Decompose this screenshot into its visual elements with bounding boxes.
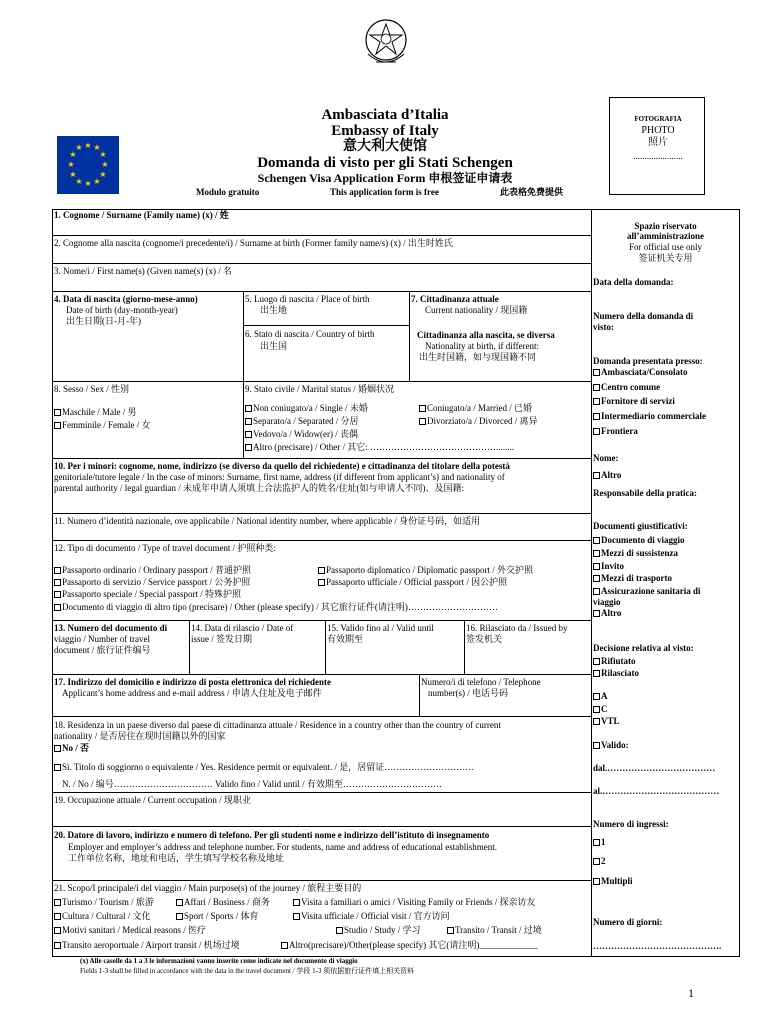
checkbox-icon[interactable]: [54, 764, 61, 771]
purpose-family-option[interactable]: [293, 897, 535, 908]
purpose-cultural-option[interactable]: [54, 911, 151, 922]
purpose-transit-option[interactable]: [447, 925, 542, 936]
purpose-transit-label: Transito / Transit / 过境: [455, 925, 542, 935]
checkbox-icon[interactable]: [54, 422, 61, 429]
checkbox-icon[interactable]: [245, 431, 252, 438]
side-opt-embassy[interactable]: [593, 367, 688, 378]
field-place-of-birth-label: 5. Luogo di nascita / Place of birth: [245, 294, 370, 304]
side-entries: Numero di ingressi:: [593, 819, 669, 829]
field-residence-zh: nationality / 是否居住在现时国籍以外的国家: [54, 731, 226, 741]
field-phone-en: number(s) / 电话号码: [428, 688, 508, 698]
embassy-title-en: Embassy of Italy: [331, 123, 439, 139]
residence-no-option[interactable]: [54, 743, 89, 754]
side-refused[interactable]: [593, 656, 636, 667]
marital-separated-option[interactable]: [245, 416, 358, 427]
checkbox-icon[interactable]: [419, 418, 426, 425]
svg-text:★: ★: [84, 141, 92, 150]
field-dob-label: 4. Data di nascita (giorno-mese-anno): [54, 294, 198, 304]
doc-special-label: Passaporto speciale / Special passport / 特殊护照: [62, 589, 241, 599]
side-entries-2-label: 2: [601, 856, 606, 866]
page-number: 1: [688, 986, 694, 1000]
field-nationality-label: 7. Cittadinanza attuale: [411, 294, 499, 304]
free-note-zh: 此表格免费提供: [500, 187, 564, 197]
side-opt-other[interactable]: [593, 470, 621, 481]
embassy-title-zh: 意大利大使馆: [343, 139, 427, 154]
side-issued[interactable]: [593, 668, 639, 679]
side-visa-vtl[interactable]: [593, 716, 620, 727]
side-entries-2[interactable]: [593, 856, 606, 867]
svg-text:★: ★: [93, 177, 101, 186]
purpose-cultural-label: Cultura / Cultural / 文化: [62, 911, 151, 921]
field-doc-number-zh: document / 旅行证件编号: [54, 645, 151, 655]
svg-text:★: ★: [101, 160, 109, 169]
footnote-en: Fields 1-3 shall be filled in accordance with the data in the travel document / 学段 1-3 须依据旅行证件填上相关资料: [80, 967, 415, 975]
field-minors-label-en: genitoriale/tutore legale / In the case of minors: Surname, first name, address (if different from applicant’s) and nationality of: [54, 472, 505, 482]
checkbox-icon[interactable]: [593, 658, 600, 665]
checkbox-icon[interactable]: [593, 839, 600, 846]
svg-text:★: ★: [93, 143, 101, 152]
doc-service-option[interactable]: [54, 577, 250, 588]
purpose-official-label: Visita ufficiale / Official visit / 官方访问: [301, 911, 450, 921]
field-nationality-birth-en: Nationality at birth, if different:: [425, 341, 540, 351]
field-surname-at-birth-label: 2. Cognome alla nascita (cognome/i precedente/i) / Surname at birth (Former family name/s) (x) / 出生时姓氏: [54, 238, 453, 248]
side-valid-from[interactable]: dal.………………………………: [593, 763, 716, 773]
checkbox-icon[interactable]: [593, 706, 600, 713]
marital-other-option[interactable]: [245, 442, 514, 453]
field-purpose-label: 21. Scopo/I principale/i del viaggio / Main purpose(s) of the journey / 旅程主要目的: [54, 883, 362, 893]
field-issue-date-label: 14. Data di rilascio / Date of: [191, 623, 294, 633]
side-doc-other[interactable]: [593, 608, 621, 619]
free-note-en: This application form is free: [330, 187, 439, 197]
side-entries-multi-label: Multipli: [601, 876, 633, 886]
side-doc-travel[interactable]: [593, 535, 685, 546]
checkbox-icon[interactable]: [593, 550, 600, 557]
side-valid[interactable]: [593, 740, 629, 751]
field-address-en: Applicant’s home address and e-mail address / 申请人住址及电子邮件: [62, 688, 322, 698]
field-national-id[interactable]: [54, 516, 589, 527]
sex-male-option[interactable]: [54, 407, 136, 418]
checkbox-icon[interactable]: [593, 472, 600, 479]
field-address-label: 17. Indirizzo del domicilio e indirizzo di posta elettronica del richiedente: [54, 677, 332, 687]
marital-divorced-label: Divorziato/a / Divorced / 离异: [427, 416, 538, 426]
checkbox-icon[interactable]: [245, 444, 252, 451]
side-doc-insurance[interactable]: [593, 586, 701, 597]
side-entries-1[interactable]: [593, 837, 606, 848]
side-opt-other-label: Altro: [601, 470, 622, 480]
checkbox-icon[interactable]: [593, 369, 600, 376]
checkbox-icon[interactable]: [593, 610, 600, 617]
purpose-airport-transit-option[interactable]: [54, 940, 240, 951]
purpose-business-label: Affari / Business / 商务: [184, 897, 270, 907]
field-dob-label-en: Date of birth (day-month-year): [66, 305, 178, 315]
checkbox-icon[interactable]: [54, 409, 61, 416]
side-case-officer: Responsabile della pratica:: [593, 488, 698, 498]
eu-flag: [57, 136, 119, 194]
field-nationality-en: Current nationality / 现国籍: [425, 305, 528, 315]
free-note-it: Modulo gratuito: [196, 187, 260, 197]
field-country-of-birth-label: 6. Stato di nascita / Country of birth: [245, 329, 375, 339]
field-phone-label: Numero/i di telefono / Telephone: [421, 677, 541, 687]
field-employer-label: 20. Datore di lavoro, indirizzo e numero di telefono. Per gli studenti nome e indirizzo dell’istituto di insegnamento: [54, 830, 490, 840]
svg-text:★: ★: [69, 170, 77, 179]
form-title: Domanda di visto per gli Stati Schengen: [257, 155, 513, 171]
side-entries-multi[interactable]: [593, 876, 633, 887]
side-doc-invitation-label: Invito: [601, 561, 625, 571]
purpose-medical-option[interactable]: [54, 925, 206, 936]
side-opt-intermediary-label: Intermediario commerciale: [601, 411, 707, 421]
residence-yes-label: Sì. Titolo di soggiorno o equivalente / Yes. Residence permit or equivalent. / 是，居留证…………………………: [62, 762, 475, 772]
marital-married-label: Coniugato/a / Married / 已婚: [427, 403, 532, 413]
field-surname[interactable]: [54, 210, 229, 221]
svg-text:★: ★: [99, 150, 107, 159]
form-subtitle: Schengen Visa Application Form 申根签证申请表: [257, 171, 513, 185]
side-visa-c[interactable]: [593, 704, 608, 715]
checkbox-icon[interactable]: [245, 405, 252, 412]
side-doc-insurance-2: viaggio: [593, 597, 621, 607]
field-minors-label: 10. Per i minori: cognome, nome, indirizzo (se diverso da quello del richiedente) e cittadinanza del titolare della potestà: [54, 461, 510, 471]
side-refused-label: Rifiutato: [601, 656, 636, 666]
photo-dots: ......................: [633, 151, 683, 161]
checkbox-icon[interactable]: [593, 413, 600, 420]
doc-official-label: Passaporto ufficiale / Official passport / 因公护照: [326, 577, 508, 587]
photo-label-zh: 照片: [648, 137, 668, 148]
side-valid-label: Valido:: [601, 740, 629, 750]
side-application-number-2: visto:: [593, 322, 614, 332]
side-visa-decision: Decisione relativa al visto:: [593, 643, 694, 653]
checkbox-icon[interactable]: [593, 563, 600, 570]
eu-stars-icon: [57, 136, 119, 194]
side-opt-border[interactable]: [593, 426, 638, 437]
field-doc-number-label: 13. Numero del documento di: [54, 623, 168, 633]
field-national-id-label: 11. Numero d’identità nazionale, ove applicabile / National identity number, where applicable / 身份证号码，如适用: [54, 516, 481, 526]
checkbox-icon[interactable]: [447, 927, 454, 934]
side-supporting-docs: Documenti giustificativi:: [593, 521, 688, 531]
field-first-name[interactable]: [54, 266, 232, 277]
doc-other-option[interactable]: [54, 602, 498, 613]
checkbox-icon[interactable]: [318, 567, 325, 574]
field-issued-by-zh: 签发机关: [466, 634, 503, 644]
checkbox-icon[interactable]: [54, 913, 61, 920]
purpose-family-label: Visita a familiari o amici / Visiting Family or Friends / 探亲访友: [301, 897, 536, 907]
doc-diplomatic-option[interactable]: [318, 565, 533, 576]
marital-married-option[interactable]: [419, 403, 532, 414]
field-doc-type-label: 12. Tipo di documento / Type of travel document / 护照种类:: [54, 543, 276, 553]
purpose-medical-label: Motivi sanitari / Medical reasons / 医疗: [62, 925, 206, 935]
side-application-date: Data della domanda:: [593, 277, 674, 287]
field-first-name-label: 3. Nome/i / First name(s) (Given name(s) (x) / 名: [54, 266, 232, 276]
checkbox-icon[interactable]: [593, 742, 600, 749]
side-visa-a-label: A: [601, 691, 608, 701]
side-reserved-1: Spazio riservato: [634, 221, 697, 231]
residence-number-field[interactable]: [62, 779, 442, 790]
checkbox-icon[interactable]: [593, 878, 600, 885]
doc-official-option[interactable]: [318, 577, 507, 588]
side-doc-transport-label: Mezzi di trasporto: [601, 573, 672, 583]
residence-no-label: No / 否: [62, 743, 90, 753]
field-doc-number-en: viaggio / Number of travel: [54, 634, 150, 644]
side-days-field[interactable]: …………………………………….: [593, 941, 722, 951]
photo-box[interactable]: [609, 97, 705, 195]
side-application-number: Numero della domanda di: [593, 311, 694, 321]
side-name: Nome:: [593, 453, 619, 463]
side-doc-means[interactable]: [593, 548, 678, 559]
field-employer-en: Employer and employer’s address and telephone number. For students, name and address of educational establishment.: [68, 842, 497, 852]
svg-text:★: ★: [75, 143, 83, 152]
marital-single-option[interactable]: [245, 403, 368, 414]
field-issued-by-label: 16. Rilasciato da / Issued by: [466, 623, 568, 633]
field-residence-label: 18. Residenza in un paese diverso dal paese di cittadinanza attuale / Residence in a country other than the country of current: [54, 720, 501, 730]
purpose-tourism-option[interactable]: [54, 897, 154, 908]
sex-female-label: Femminile / Female / 女: [62, 420, 151, 430]
purpose-other-option[interactable]: [281, 940, 538, 951]
doc-ordinary-label: Passaporto ordinario / Ordinary passport / 普通护照: [62, 565, 251, 575]
sex-female-option[interactable]: [54, 420, 151, 431]
side-doc-invitation[interactable]: [593, 561, 624, 572]
italian-emblem: [362, 14, 410, 72]
marital-single-label: Non coniugato/a / Single / 未婚: [253, 403, 368, 413]
side-submitted-at: Domanda presentata presso:: [593, 356, 703, 366]
field-sex-label: 8. Sesso / Sex / 性别: [54, 384, 130, 394]
field-occupation[interactable]: [54, 795, 251, 806]
field-surname-at-birth[interactable]: [54, 238, 453, 249]
field-valid-until-label: 15. Valido fino al / Valid until: [327, 623, 434, 633]
side-opt-service-provider[interactable]: [593, 396, 675, 407]
embassy-title-it: Ambasciata d’Italia: [321, 107, 449, 123]
doc-ordinary-option[interactable]: [54, 565, 251, 576]
checkbox-icon[interactable]: [54, 899, 61, 906]
field-occupation-label: 19. Occupazione attuale / Current occupation / 现职业: [54, 795, 251, 805]
svg-text:★: ★: [99, 170, 107, 179]
checkbox-icon[interactable]: [593, 670, 600, 677]
svg-text:★: ★: [84, 179, 92, 188]
purpose-business-option[interactable]: [176, 897, 270, 908]
field-valid-until-zh: 有效期至: [327, 634, 364, 644]
checkbox-icon[interactable]: [176, 899, 183, 906]
svg-text:★: ★: [67, 160, 75, 169]
side-issued-label: Rilasciato: [601, 668, 639, 678]
svg-text:★: ★: [75, 177, 83, 186]
field-dob-label-zh: 出生日期(日-月-年): [66, 316, 141, 326]
checkbox-icon[interactable]: [593, 718, 600, 725]
checkbox-icon[interactable]: [593, 384, 600, 391]
purpose-airport-transit-label: Transito aeroportuale / Airport transit / 机场过境: [62, 940, 240, 950]
checkbox-icon[interactable]: [54, 579, 61, 586]
field-minors-label-zh: parental authority / legal guardian / 未成年申请人须填上合法监护人的姓名/住址(如与申请人不同)、及国籍:: [54, 483, 464, 493]
side-days: Numero di giorni:: [593, 917, 663, 927]
doc-diplomatic-label: Passaporto diplomatico / Diplomatic passport / 外交护照: [326, 565, 533, 575]
side-doc-travel-label: Documento di viaggio: [601, 535, 685, 545]
side-doc-means-label: Mezzi di sussistenza: [601, 548, 678, 558]
side-entries-1-label: 1: [601, 837, 606, 847]
purpose-official-option[interactable]: [293, 911, 450, 922]
side-reserved-2: all’amministrazione: [627, 231, 704, 241]
checkbox-icon[interactable]: [318, 579, 325, 586]
checkbox-icon[interactable]: [419, 405, 426, 412]
checkbox-icon[interactable]: [593, 428, 600, 435]
purpose-study-option[interactable]: [336, 925, 421, 936]
checkbox-icon[interactable]: [336, 927, 343, 934]
sex-male-label: Maschile / Male / 男: [62, 407, 137, 417]
marital-widow-option[interactable]: [245, 429, 358, 440]
side-visa-a[interactable]: [593, 691, 608, 702]
field-employer-zh: 工作单位名称，地址和电话，学生填写学校名称及地址: [68, 853, 285, 863]
checkbox-icon[interactable]: [54, 604, 61, 611]
photo-label-it: FOTOGRAFIA: [634, 115, 682, 123]
side-opt-border-label: Frontiera: [601, 426, 638, 436]
side-reserved-3: For official use only: [628, 242, 703, 252]
side-opt-common-centre-label: Centro comune: [601, 382, 661, 392]
marital-other-label: Altro (precisare) / Other / 其它: ……………………………………........: [253, 442, 514, 452]
marital-widow-label: Vedovo/a / Widow(er) / 丧偶: [253, 429, 358, 439]
checkbox-icon[interactable]: [293, 899, 300, 906]
checkbox-icon[interactable]: [54, 942, 61, 949]
side-reserved-4: 签证机关专用: [638, 253, 693, 263]
purpose-study-label: Studio / Study / 学习: [344, 925, 421, 935]
field-surname-label: 1. Cognome / Surname (Family name) (x) / 姓: [54, 210, 229, 220]
marital-separated-label: Separato/a / Separated / 分居: [253, 416, 359, 426]
checkbox-icon[interactable]: [245, 418, 252, 425]
svg-text:★: ★: [69, 150, 77, 159]
side-visa-c-label: C: [601, 704, 608, 714]
side-opt-common-centre[interactable]: [593, 382, 660, 393]
field-issue-date-zh: issue / 签发日期: [191, 634, 253, 644]
checkbox-icon[interactable]: [593, 575, 600, 582]
side-opt-embassy-label: Ambasciata/Consolato: [601, 367, 688, 377]
checkbox-icon[interactable]: [293, 913, 300, 920]
checkbox-icon[interactable]: [593, 858, 600, 865]
purpose-sports-option[interactable]: [176, 911, 259, 922]
side-doc-transport[interactable]: [593, 573, 672, 584]
residence-yes-option[interactable]: [54, 762, 474, 773]
field-country-of-birth-zh: 出生国: [260, 341, 288, 351]
checkbox-icon[interactable]: [593, 693, 600, 700]
photo-label-en: PHOTO: [641, 125, 675, 136]
field-nationality-birth-label: Cittadinanza alla nascita, se diversa: [417, 330, 555, 340]
marital-divorced-option[interactable]: [419, 416, 537, 427]
side-doc-other-label: Altro: [601, 608, 622, 618]
checkbox-icon[interactable]: [593, 537, 600, 544]
checkbox-icon[interactable]: [54, 927, 61, 934]
checkbox-icon[interactable]: [54, 591, 61, 598]
purpose-other-label: Altro(precisare)/Other(please specify) 其它(请注明)_____________: [289, 940, 538, 950]
side-doc-insurance-label: Assicurazione sanitaria di: [601, 586, 701, 596]
checkbox-icon[interactable]: [54, 567, 61, 574]
side-opt-intermediary[interactable]: [593, 411, 706, 422]
residence-number-label: N. / No / 编号…………………………… Valido fino / Valid until / 有效期至……………………………: [62, 779, 442, 789]
checkbox-icon[interactable]: [593, 588, 600, 595]
checkbox-icon[interactable]: [176, 913, 183, 920]
purpose-sports-label: Sport / Sports / 体育: [184, 911, 259, 921]
field-place-of-birth-zh: 出生地: [260, 305, 288, 315]
field-marital-label: 9. Stato civile / Marital status / 婚姻状况: [245, 384, 394, 394]
footnote-it: (x) Alle caselle da 1 a 3 le informazioni vanno inserite come indicate nel documento di viaggio: [80, 957, 358, 965]
checkbox-icon[interactable]: [593, 398, 600, 405]
checkbox-icon[interactable]: [281, 942, 288, 949]
side-valid-to[interactable]: al.…………………………………: [593, 786, 720, 796]
field-nationality-birth-zh: 出生时国籍，如与现国籍不同: [419, 352, 537, 362]
doc-service-label: Passaporto di servizio / Service passport / 公务护照: [62, 577, 251, 587]
doc-special-option[interactable]: [54, 589, 241, 600]
side-visa-vtl-label: VTL: [601, 716, 620, 726]
purpose-tourism-label: Turismo / Tourism / 旅游: [62, 897, 154, 907]
doc-other-label: Documento di viaggio di altro tipo (precisare) / Other (please specify) / 其它旅行证件(请注明)…………………………: [62, 602, 498, 612]
side-opt-service-provider-label: Fornitore di servizi: [601, 396, 675, 406]
checkbox-icon[interactable]: [54, 745, 61, 752]
